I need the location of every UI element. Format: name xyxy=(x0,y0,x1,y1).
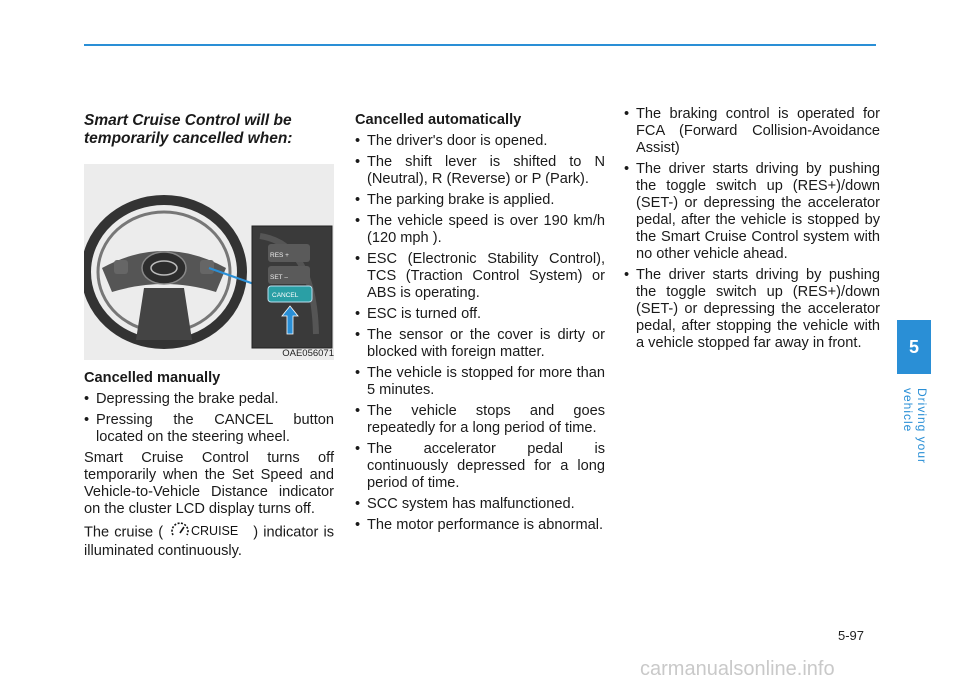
list-item: • The vehicle is stopped for more than 5 minutes. xyxy=(355,365,605,398)
steering-wheel-illustration xyxy=(84,164,334,360)
page-number: 5-97 xyxy=(838,628,865,643)
res-label: RES + xyxy=(270,252,289,259)
manual-list xyxy=(84,391,334,446)
list-item: • The shift lever is shifted to N (Neutral), R (Reverse) or P (Park). xyxy=(355,154,605,187)
list-item: • ESC (Electronic Stability Control), TCS (Traction Control System) or ABS is operating. xyxy=(355,251,605,301)
automatic-heading: Cancelled automatically xyxy=(355,112,522,128)
paragraph-cruise-indicator: The cruise ( CRUISE ) indicator is illuminated continuously. xyxy=(84,524,335,559)
column-middle xyxy=(355,106,605,538)
manual-heading: Cancelled manually xyxy=(84,370,221,386)
figure-code: OAE056071 xyxy=(282,348,334,359)
list-item: • Pressing the CANCEL button located on the steering wheel. xyxy=(84,412,334,445)
chapter-title: Driving your vehicle xyxy=(901,388,929,465)
list-item: • The parking brake is applied. xyxy=(355,192,555,208)
list-item: • SCC system has malfunctioned. xyxy=(355,496,575,512)
list-item: • The driver starts driving by pushing the toggle switch up (RES+)/down (SET-) or depressing the accelerator pedal, after stopping the vehicle with a vehicle stopped far away in front. xyxy=(624,267,880,351)
list-item: • ESC is turned off. xyxy=(355,306,482,322)
list-item: • The driver's door is opened. xyxy=(355,133,548,149)
list-item: • The vehicle stops and goes repeatedly for a long period of time. xyxy=(355,403,605,436)
list-item: • The accelerator pedal is continuously depressed for a long period of time. xyxy=(355,441,605,491)
column-left xyxy=(84,106,334,564)
cancel-label: CANCEL xyxy=(272,292,299,299)
list-item: • The sensor or the cover is dirty or blocked with foreign matter. xyxy=(355,327,605,360)
column-right xyxy=(624,106,880,356)
list-item: • The braking control is operated for FCA (Forward Collision-Avoidance Assist) xyxy=(624,106,880,156)
top-rule xyxy=(84,44,876,46)
list-item: • The motor performance is abnormal. xyxy=(355,517,604,533)
paragraph-turn-off: Smart Cruise Control turns off temporarily when the Set Speed and Vehicle-to-Vehicle Distance indicator on the cluster LCD display turns off. xyxy=(84,450,334,517)
cruise-indicator-text: CRUISE xyxy=(191,524,239,538)
set-label: SET – xyxy=(270,274,288,281)
list-item: • Depressing the brake pedal. xyxy=(84,391,279,407)
automatic-list xyxy=(355,133,605,534)
section-title: Smart Cruise Control will be temporarily cancelled when: xyxy=(84,112,293,147)
steering-wheel-figure xyxy=(84,164,334,360)
cruise-indicator-icon xyxy=(170,522,246,543)
list-item: • The vehicle speed is over 190 km/h (120 mph ). xyxy=(355,213,605,246)
automatic-list-continued xyxy=(624,106,880,352)
watermark: carmanualsonline.info xyxy=(640,658,835,680)
list-item: • The driver starts driving by pushing the toggle switch up (RES+)/down (SET-) or depressing the accelerator pedal, after the vehicle is stopped by the Smart Cruise Control system with no other vehicle ahead. xyxy=(624,161,880,262)
chapter-number-tab: 5 xyxy=(897,320,931,374)
